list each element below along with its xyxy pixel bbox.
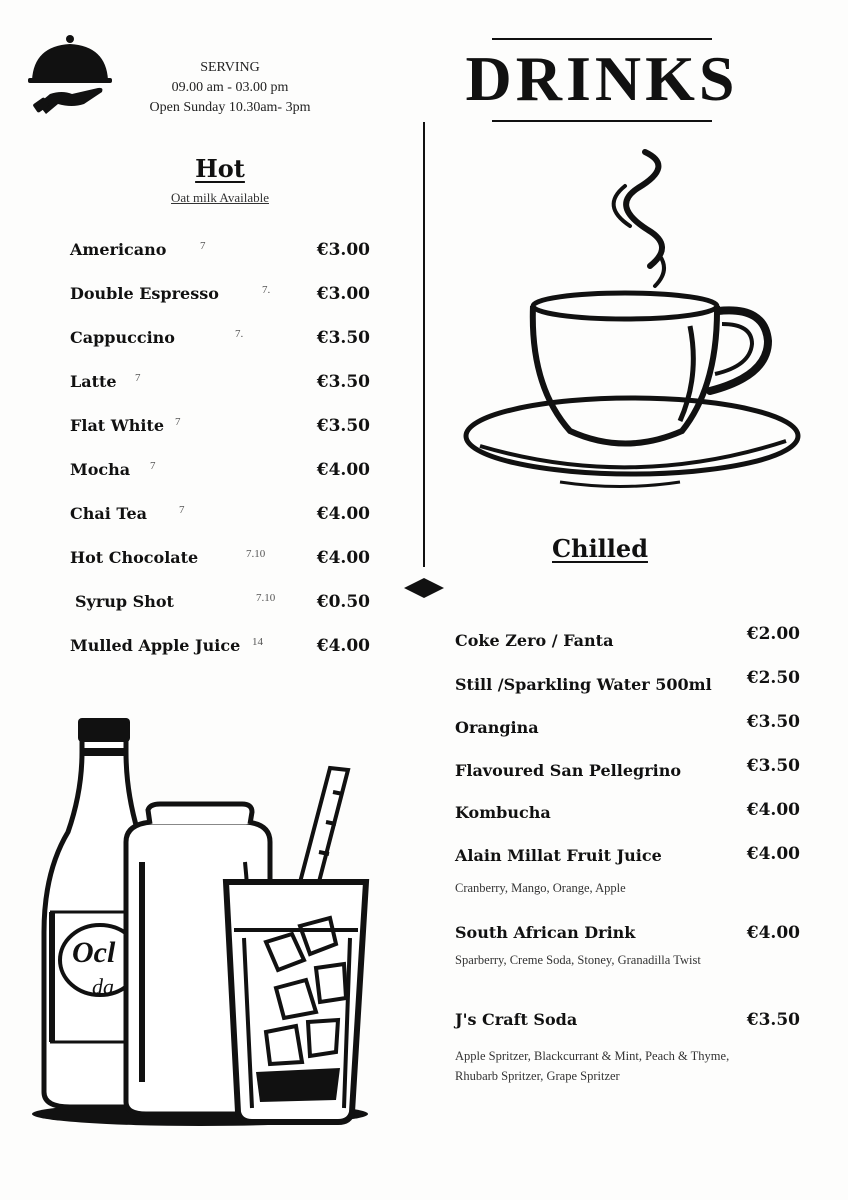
menu-item-double-espresso	[70, 284, 370, 310]
item-name: Cappuccino	[70, 328, 175, 347]
allergen-code: 7.10	[256, 592, 276, 604]
item-name: Alain Millat Fruit Juice	[455, 846, 662, 865]
divider-diamond-ornament	[404, 578, 444, 598]
item-price: €3.00	[316, 284, 370, 304]
menu-item-hot-chocolate	[70, 548, 370, 574]
allergen-code: 7	[179, 504, 185, 516]
allergen-code: 7	[200, 240, 206, 252]
item-name: Orangina	[455, 718, 539, 737]
item-price: €3.50	[316, 328, 370, 348]
allergen-code: 7	[135, 372, 141, 384]
item-price: €4.00	[746, 923, 800, 943]
serving-label: SERVING	[200, 60, 260, 75]
item-price: €3.50	[746, 712, 800, 732]
menu-item-mocha	[70, 460, 370, 486]
item-name: Mocha	[70, 460, 131, 479]
allergen-code: 7.	[235, 328, 244, 340]
menu-item-americano	[70, 240, 370, 266]
item-price: €3.50	[746, 1010, 800, 1030]
bottle-label-text-1: Ocl	[72, 936, 116, 969]
bottle-label-text-2: da	[92, 974, 114, 999]
coffee-cup-illustration	[460, 146, 805, 496]
item-price: €2.00	[746, 624, 800, 644]
oat-milk-note: Oat milk Available	[171, 190, 269, 205]
item-price: €2.50	[746, 668, 800, 688]
menu-item-cappuccino	[70, 328, 370, 354]
item-price: €3.50	[316, 372, 370, 392]
item-price: €4.00	[316, 504, 370, 524]
item-price: €4.00	[316, 548, 370, 568]
menu-item-flat-white	[70, 416, 370, 442]
item-name: Double Espresso	[70, 284, 219, 303]
allergen-code: 7	[175, 416, 181, 428]
serving-hours-text: 09.00 am - 03.00 pm	[171, 80, 289, 95]
item-name: Flavoured San Pellegrino	[455, 761, 682, 780]
item-price: €3.50	[746, 756, 800, 776]
item-name: Mulled Apple Juice	[70, 636, 241, 655]
item-price: €0.50	[316, 592, 370, 612]
item-name: Syrup Shot	[75, 592, 174, 611]
column-divider-top	[423, 122, 425, 567]
hot-section-title: Hot	[195, 154, 245, 183]
allergen-code: 7.10	[246, 548, 266, 560]
item-name: South African Drink	[455, 923, 636, 942]
item-name: Still /Sparkling Water 500ml	[455, 675, 712, 694]
cold-drinks-illustration	[30, 712, 375, 1128]
item-name: Coke Zero / Fanta	[455, 631, 614, 650]
item-price: €4.00	[746, 800, 800, 820]
item-description: Cranberry, Mango, Orange, Apple	[455, 881, 626, 895]
item-name: Hot Chocolate	[70, 548, 199, 567]
page-title-block	[462, 38, 742, 122]
menu-item-latte	[70, 372, 370, 398]
serving-hours	[120, 58, 340, 118]
menu-item-chai-tea	[70, 504, 370, 530]
item-name: J's Craft Soda	[455, 1010, 578, 1029]
sunday-hours-text: Open Sunday 10.30am- 3pm	[149, 100, 311, 115]
allergen-code: 7	[150, 460, 156, 472]
title-bottom-rule	[492, 120, 712, 122]
item-price: €4.00	[746, 844, 800, 864]
menu-item-syrup-shot	[70, 592, 370, 618]
item-price: €3.00	[316, 240, 370, 260]
item-price: €3.50	[316, 416, 370, 436]
menu-item-mulled-apple-juice	[70, 636, 370, 662]
chilled-section-title: Chilled	[552, 534, 648, 563]
page-title: DRINKS	[465, 43, 739, 114]
item-name: Chai Tea	[70, 504, 147, 523]
item-name: Flat White	[70, 416, 165, 435]
cloche-serving-icon	[28, 32, 114, 118]
item-description: Apple Spritzer, Blackcurrant & Mint, Peach & Thyme, Rhubarb Spritzer, Grape Spritzer	[455, 1049, 730, 1083]
item-price: €4.00	[316, 460, 370, 480]
item-description: Sparberry, Creme Soda, Stoney, Granadilla Twist	[455, 953, 701, 967]
allergen-code: 7.	[262, 284, 271, 296]
allergen-code: 14	[252, 636, 263, 648]
title-top-rule	[492, 38, 712, 40]
item-price: €4.00	[316, 636, 370, 656]
item-name: Latte	[70, 372, 117, 391]
item-name: Kombucha	[455, 803, 551, 822]
item-name: Americano	[70, 240, 167, 259]
